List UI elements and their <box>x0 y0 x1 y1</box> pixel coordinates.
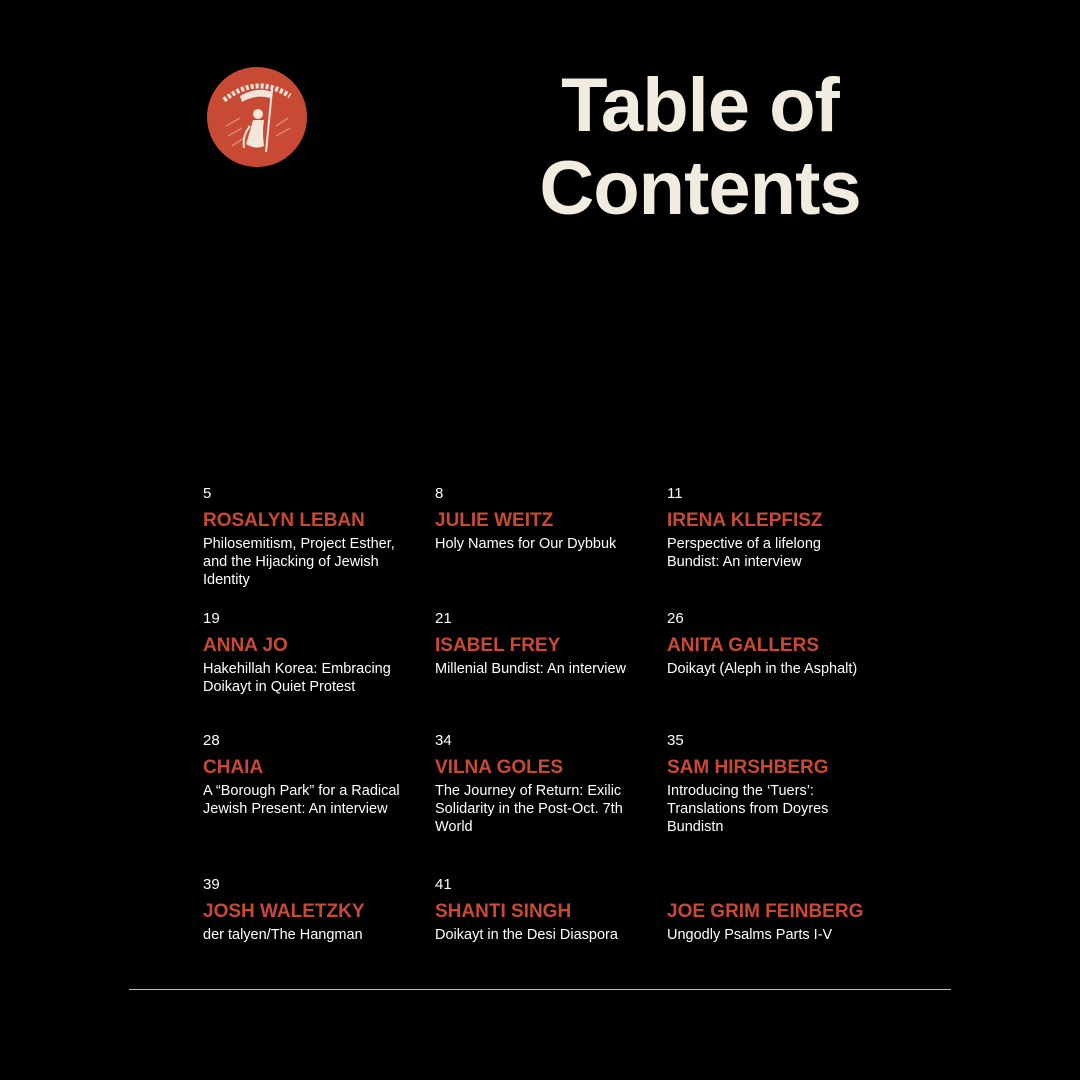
author-name: SAM HIRSHBERG <box>667 757 829 778</box>
toc-entry <box>435 610 640 678</box>
entry-title: Perspective of a lifelong Bundist: An interview <box>667 536 821 570</box>
footer-divider <box>129 989 951 990</box>
author-name: CHAIA <box>203 757 264 778</box>
author-name: JOSH WALETZKY <box>203 901 365 922</box>
author-name: VILNA GOLES <box>435 757 564 778</box>
page-number <box>667 876 872 894</box>
entry-title: Introducing the ‘Tuers’: Translations from Doyres Bundistn <box>667 783 829 835</box>
toc-entry <box>435 485 640 553</box>
entry-title: Doikayt (Aleph in the Asphalt) <box>667 661 858 677</box>
author-name: ROSALYN LEBAN <box>203 510 365 531</box>
toc-entry <box>203 732 408 818</box>
toc-entry <box>435 732 640 836</box>
author-name: JULIE WEITZ <box>435 510 554 531</box>
page-number: 19 <box>203 610 220 627</box>
toc-entry <box>667 732 872 836</box>
toc-entry <box>203 876 408 944</box>
toc-entry <box>667 485 872 571</box>
toc-entry <box>435 876 640 944</box>
entry-title: Hakehillah Korea: Embracing Doikayt in Quiet Protest <box>203 661 391 695</box>
author-name: JOE GRIM FEINBERG <box>667 901 864 922</box>
page-number: 26 <box>667 610 684 627</box>
entry-title: Doikayt in the Desi Diaspora <box>435 927 618 943</box>
entry-title: der talyen/The Hangman <box>203 927 363 943</box>
entry-title: Millenial Bundist: An interview <box>435 661 627 677</box>
publication-seal-icon <box>206 66 308 168</box>
toc-entry <box>667 610 872 678</box>
page-title-line-1: Table of <box>561 63 839 148</box>
page-number: 11 <box>667 485 683 502</box>
page-number: 41 <box>435 876 452 893</box>
author-name: IRENA KLEPFISZ <box>667 510 823 531</box>
page-number: 28 <box>203 732 220 749</box>
entry-title: A “Borough Park” for a Radical Jewish Present: An interview <box>203 783 400 817</box>
author-name: ANNA JO <box>203 635 288 656</box>
author-name: ISABEL FREY <box>435 635 561 656</box>
toc-entry <box>203 610 408 696</box>
entry-title: Ungodly Psalms Parts I-V <box>667 927 833 943</box>
entry-title: Philosemitism, Project Esther, and the Hijacking of Jewish Identity <box>203 536 395 588</box>
author-name: ANITA GALLERS <box>667 635 819 656</box>
author-name: SHANTI SINGH <box>435 901 572 922</box>
toc-entry <box>203 485 408 589</box>
page-title-line-2: Contents <box>539 146 861 231</box>
page-number: 35 <box>667 732 684 749</box>
page-number: 5 <box>203 485 212 502</box>
entry-title: The Journey of Return: Exilic Solidarity in the Post-Oct. 7th World <box>435 783 623 835</box>
page-number: 34 <box>435 732 452 749</box>
toc-entry <box>667 876 872 944</box>
page-number: 21 <box>435 610 452 627</box>
entry-title: Holy Names for Our Dybbuk <box>435 536 617 552</box>
page-number: 8 <box>435 485 444 502</box>
page-title <box>530 64 870 230</box>
page-number: 39 <box>203 876 220 893</box>
